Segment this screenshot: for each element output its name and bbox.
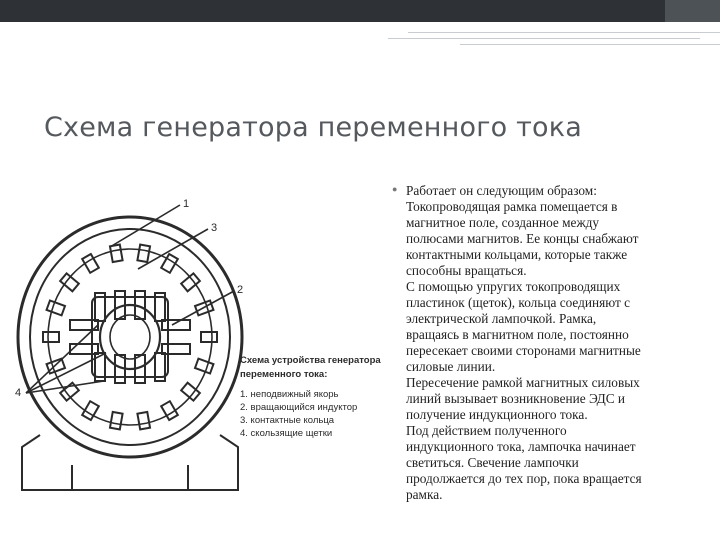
bullet-line: индукционного тока, лампочка начинает — [406, 439, 636, 454]
bullet-line: пластинок (щеток), кольца соединяют с — [406, 295, 631, 310]
top-bar-accent — [665, 0, 720, 22]
generator-drawing — [18, 205, 242, 490]
stator-slot — [201, 332, 217, 342]
bullet-line: силовые линии. — [406, 359, 496, 374]
stator-slot — [60, 273, 79, 291]
slide-title: Схема генератора переменного тока — [44, 112, 583, 143]
bullet-text — [406, 183, 707, 503]
top-bar — [0, 0, 720, 22]
bullet-line: пересекает своими сторонами магнитные — [406, 343, 641, 358]
stator-slot — [195, 359, 213, 374]
callout-2: 2 — [237, 284, 244, 296]
bullet-line: Пересечение рамкой магнитных силовых — [406, 375, 640, 390]
bullet-line: Под действием полученного — [406, 423, 567, 438]
decor-line — [408, 32, 720, 33]
legend-title-1: Схема устройства генератора — [240, 355, 381, 366]
rotor-box — [92, 297, 168, 377]
callout-3: 3 — [211, 222, 218, 234]
bullet-line: Токопроводящая рамка помещается в — [406, 199, 618, 214]
bullet-line: контактными кольцами, которые также — [406, 247, 628, 262]
bullet-line: линий вызывает возникновение ЭДС и — [406, 391, 626, 406]
bullet-line: получение индукционного тока. — [406, 407, 588, 422]
bullet-line: электрической лампочкой. Рамка, — [406, 311, 597, 326]
stator-slots — [43, 245, 217, 430]
bullet-line: С помощью упругих токопроводящих — [406, 279, 621, 294]
bullet-line: вращаясь в магнитном поле, постоянно — [406, 327, 629, 342]
stator-slot — [110, 412, 123, 429]
legend-title-2: переменного тока: — [240, 369, 328, 380]
callout-4: 4 — [15, 387, 22, 399]
stator-slot — [47, 300, 65, 315]
legend-item-1: 1. неподвижный якорь — [240, 389, 339, 400]
callout-1: 1 — [183, 198, 190, 210]
legend-item-3: 3. контактные кольца — [240, 415, 335, 426]
legend-item-2: 2. вращающийся индуктор — [240, 402, 358, 413]
stator-slot — [181, 273, 200, 291]
shaft — [110, 315, 150, 359]
rotor-pole — [162, 344, 190, 354]
bullet-dot-icon: ● — [392, 184, 398, 194]
decor-line — [388, 38, 700, 39]
base-left — [22, 435, 72, 490]
stator-slot — [181, 383, 200, 401]
bullet-list — [392, 183, 707, 503]
bullet-line: рамка. — [406, 487, 443, 502]
rotor-pole — [70, 344, 98, 354]
base-right — [188, 435, 238, 490]
bullet-line: полюсами магнитов. Ее концы снабжают — [406, 231, 639, 246]
stator-slot — [137, 412, 150, 429]
stator-ring — [48, 249, 212, 425]
stator-slot — [110, 245, 123, 262]
rotor-pole — [162, 320, 190, 330]
bullet-line: магнитное поле, созданное между — [406, 215, 600, 230]
stator-slot — [43, 332, 59, 342]
bullet-line: продолжается до тех пор, пока вращается — [406, 471, 642, 486]
housing-outer — [18, 217, 242, 457]
bullet-line: светиться. Свечение лампочки — [406, 455, 579, 470]
generator-diagram — [12, 185, 382, 510]
bullet-line: способны вращаться. — [406, 263, 527, 278]
stator-slot — [137, 245, 150, 262]
bullet-line: Работает он следующим образом: — [406, 183, 597, 198]
decor-line — [460, 44, 720, 45]
legend-item-4: 4. скользящие щетки — [240, 428, 333, 439]
